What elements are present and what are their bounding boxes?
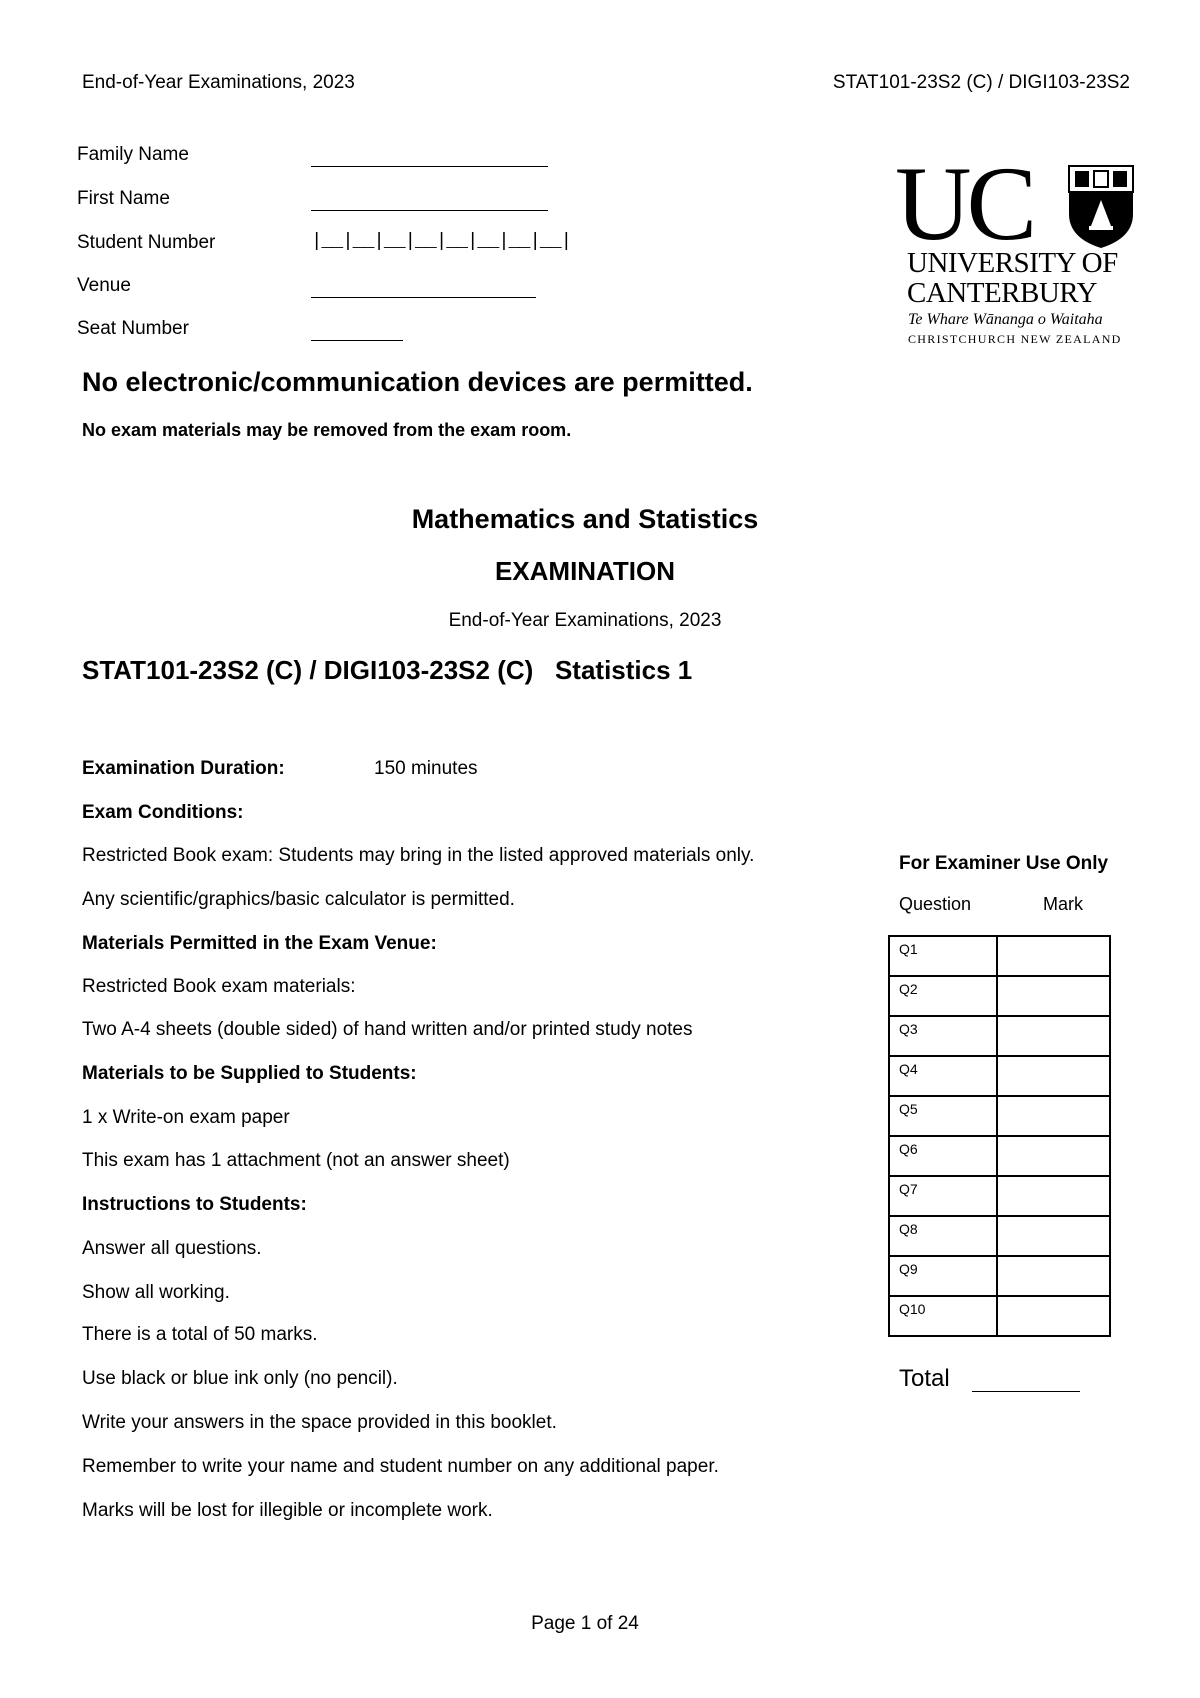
question-cell: Q5 [889, 1096, 997, 1136]
exam-title: EXAMINATION [494, 556, 676, 586]
course-title: STAT101-23S2 (C) / DIGI103-23S2 (C) Statistics 1 [82, 655, 693, 685]
table-row [889, 976, 1110, 1016]
supplied-text-2: This exam has 1 attachment (not an answer sheet) [82, 1150, 510, 1171]
instruction-item: Show all working. [82, 1282, 230, 1303]
coat-of-arms-icon [1067, 164, 1135, 250]
conditions-text-1: Restricted Book exam: Students may bring in the listed approved materials only. [82, 845, 755, 866]
question-cell: Q3 [889, 1016, 997, 1056]
question-cell: Q2 [889, 976, 997, 1016]
table-row [889, 1016, 1110, 1056]
table-row [889, 1256, 1110, 1296]
question-cell: Q1 [889, 936, 997, 976]
question-column-header: Question [899, 894, 972, 914]
subject-title: Mathematics and Statistics [411, 504, 759, 534]
mark-cell[interactable] [997, 1136, 1110, 1176]
instruction-item: There is a total of 50 marks. [82, 1324, 318, 1345]
question-cell: Q10 [889, 1296, 997, 1336]
permitted-label: Materials Permitted in the Exam Venue: [82, 933, 437, 954]
logo-maori-name: Te Whare Wānanga o Waitaha [908, 311, 1103, 328]
mark-cell[interactable] [997, 1016, 1110, 1056]
mark-cell[interactable] [997, 1096, 1110, 1136]
venue-field[interactable] [311, 297, 536, 298]
venue-label: Venue [77, 275, 131, 296]
mark-column-header: Mark [1043, 894, 1083, 914]
examiner-marks-table [888, 935, 1111, 1337]
mark-cell[interactable] [997, 976, 1110, 1016]
permitted-text-1: Restricted Book exam materials: [82, 976, 356, 997]
mark-cell[interactable] [997, 936, 1110, 976]
mark-cell[interactable] [997, 1256, 1110, 1296]
family-name-field[interactable] [311, 166, 548, 167]
question-cell: Q7 [889, 1176, 997, 1216]
instruction-item: Marks will be lost for illegible or incomplete work. [82, 1500, 493, 1521]
duration-value: 150 minutes [374, 758, 478, 779]
table-row [889, 1216, 1110, 1256]
student-number-boxes[interactable]: |__|__|__|__|__|__|__|__| [311, 230, 572, 252]
instruction-item: Remember to write your name and student number on any additional paper. [82, 1456, 719, 1477]
supplied-text-1: 1 x Write-on exam paper [82, 1107, 290, 1128]
instruction-item: Write your answers in the space provided in this booklet. [82, 1412, 557, 1433]
logo-city: CHRISTCHURCH NEW ZEALAND [908, 332, 1122, 346]
duration-label: Examination Duration: [82, 758, 285, 779]
logo-name-line1: UNIVERSITY OF [907, 247, 1118, 279]
instructions-label: Instructions to Students: [82, 1194, 307, 1215]
table-row [889, 1176, 1110, 1216]
logo-letters: UC [895, 145, 1033, 262]
mark-cell[interactable] [997, 1296, 1110, 1336]
mark-cell[interactable] [997, 1056, 1110, 1096]
total-label: Total [899, 1365, 950, 1392]
first-name-label: First Name [77, 188, 170, 209]
conditions-label: Exam Conditions: [82, 802, 244, 823]
instruction-item: Answer all questions. [82, 1238, 262, 1259]
header-course-code: STAT101-23S2 (C) / DIGI103-23S2 [832, 72, 1130, 93]
question-cell: Q6 [889, 1136, 997, 1176]
page-number: Page 1 of 24 [531, 1613, 639, 1634]
supplied-label: Materials to be Supplied to Students: [82, 1063, 417, 1084]
student-number-label: Student Number [77, 232, 216, 253]
question-cell: Q4 [889, 1056, 997, 1096]
materials-notice: No exam materials may be removed from the exam room. [82, 420, 572, 440]
conditions-text-2: Any scientific/graphics/basic calculator is permitted. [82, 889, 515, 910]
seat-number-label: Seat Number [77, 318, 189, 339]
logo-name-line2: CANTERBURY [907, 277, 1097, 309]
table-row [889, 1136, 1110, 1176]
first-name-field[interactable] [311, 210, 548, 211]
instruction-item: Use black or blue ink only (no pencil). [82, 1368, 398, 1389]
family-name-label: Family Name [77, 144, 189, 165]
header-exam-period: End-of-Year Examinations, 2023 [82, 72, 355, 93]
mark-cell[interactable] [997, 1216, 1110, 1256]
exam-period: End-of-Year Examinations, 2023 [448, 610, 722, 631]
table-row [889, 936, 1110, 976]
question-cell: Q9 [889, 1256, 997, 1296]
university-logo [895, 145, 1135, 348]
total-field[interactable] [972, 1391, 1080, 1392]
table-row [889, 1096, 1110, 1136]
question-cell: Q8 [889, 1216, 997, 1256]
table-row [889, 1296, 1110, 1336]
examiner-use-title: For Examiner Use Only [899, 853, 1109, 874]
mark-cell[interactable] [997, 1176, 1110, 1216]
seat-number-field[interactable] [311, 340, 403, 341]
permitted-text-2: Two A-4 sheets (double sided) of hand written and/or printed study notes [82, 1019, 693, 1040]
devices-notice: No electronic/communication devices are permitted. [82, 367, 753, 397]
table-row [889, 1056, 1110, 1096]
